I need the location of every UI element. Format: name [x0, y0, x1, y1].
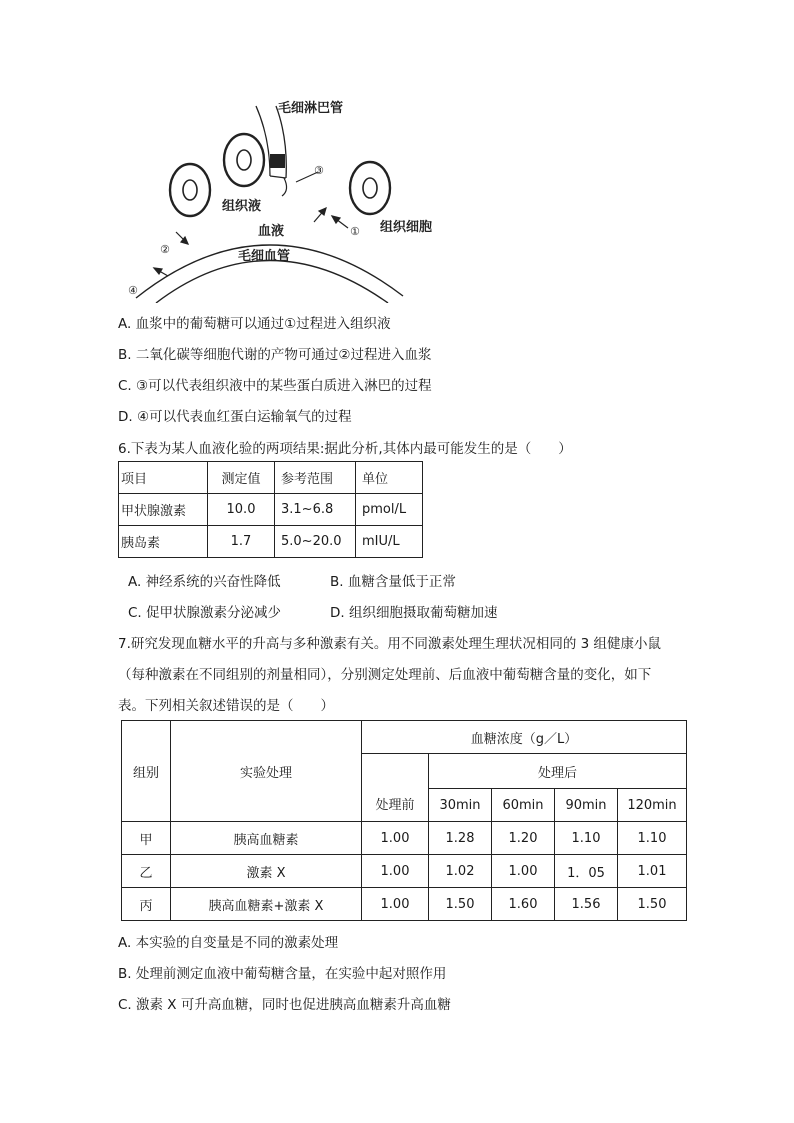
cell-group: 甲: [122, 822, 171, 855]
marker-2: ②: [160, 243, 170, 256]
table-row: [122, 822, 687, 855]
cell-reference: 3.1~6.8: [275, 494, 356, 526]
marker-3: ③: [314, 164, 324, 177]
q7-table: [121, 720, 687, 921]
cell-value: 1.00: [362, 855, 429, 888]
header-90min: 90min: [555, 789, 618, 822]
header-group: 组别: [122, 721, 171, 822]
header-60min: 60min: [492, 789, 555, 822]
cell-value: 1.10: [555, 822, 618, 855]
q7-option-c: C. 激素 X 可升高血糖，同时也促进胰高血糖素升高血糖: [118, 997, 451, 1013]
marker-4: ④: [128, 284, 138, 297]
q7-option-b: B. 处理前测定血液中葡萄糖含量，在实验中起对照作用: [118, 966, 447, 982]
q5-option-c: C. ③可以代表组织液中的某些蛋白质进入淋巴的过程: [118, 378, 432, 394]
label-lymph-capillary: 毛细淋巴管: [278, 101, 344, 116]
cell-value: 1.56: [555, 888, 618, 921]
header-treatment: 实验处理: [171, 721, 362, 822]
cell-treatment: 激素 X: [171, 855, 362, 888]
label-plasma: 血液: [258, 224, 285, 239]
q7-option-a: A. 本实验的自变量是不同的激素处理: [118, 935, 339, 951]
table-row: [122, 888, 687, 921]
header-before: 处理前: [362, 754, 429, 822]
table-row: [119, 494, 423, 526]
q6-option-b: B. 血糖含量低于正常: [330, 574, 456, 590]
header-after: 处理后: [429, 754, 687, 789]
header-30min: 30min: [429, 789, 492, 822]
q6-table: [118, 461, 423, 558]
header-item: 项目: [119, 462, 208, 494]
cell-middle: [224, 134, 264, 186]
q5-option-b: B. 二氧化碳等细胞代谢的产物可通过②过程进入血浆: [118, 347, 432, 363]
cell-value: 1.50: [429, 888, 492, 921]
header-blood-glucose: 血糖浓度（g／L）: [362, 721, 687, 754]
label-blood-capillary: 毛细血管: [238, 249, 291, 264]
q7-stem-line3: 表。下列相关叙述错误的是（ ）: [118, 698, 334, 714]
q5-option-a: A. 血浆中的葡萄糖可以通过①过程进入组织液: [118, 316, 391, 332]
cell-measured: 10.0: [208, 494, 275, 526]
marker-1: ①: [350, 225, 360, 238]
cell-reference: 5.0~20.0: [275, 526, 356, 558]
table-row: [119, 526, 423, 558]
cell-measured: 1.7: [208, 526, 275, 558]
capillary-inner-wall: [156, 261, 388, 304]
tissue-fluid-diagram: [118, 98, 458, 303]
cell-value: 1.50: [618, 888, 687, 921]
cell-value: 1．05: [555, 855, 618, 888]
q6-option-c: C. 促甲状腺激素分泌减少: [128, 605, 282, 621]
cell-treatment: 胰高血糖素: [171, 822, 362, 855]
cell-value: 1.01: [618, 855, 687, 888]
cell-value: 1.20: [492, 822, 555, 855]
header-unit: 单位: [356, 462, 423, 494]
q7-stem-line2: （每种激素在不同组别的剂量相同），分别测定处理前、后血液中葡萄糖含量的变化，如下: [118, 667, 652, 683]
cell-item: 甲状腺激素: [119, 494, 208, 526]
cell-group: 丙: [122, 888, 171, 921]
lymph-capillary-tube: [256, 106, 318, 196]
cell-value: 1.00: [492, 855, 555, 888]
cell-value: 1.10: [618, 822, 687, 855]
q6-option-d: D. 组织细胞摄取葡萄糖加速: [330, 605, 498, 621]
table-header-row: [119, 462, 423, 494]
header-120min: 120min: [618, 789, 687, 822]
cell-treatment: 胰高血糖素+激素 X: [171, 888, 362, 921]
cell-value: 1.02: [429, 855, 492, 888]
cell-value: 1.00: [362, 822, 429, 855]
cell-unit: mIU/L: [356, 526, 423, 558]
cell-unit: pmol/L: [356, 494, 423, 526]
cell-group: 乙: [122, 855, 171, 888]
diagram-arrows: [154, 208, 348, 276]
cell-value: 1.60: [492, 888, 555, 921]
cell-left: [170, 164, 210, 216]
label-tissue-cell: 组织细胞: [380, 220, 433, 235]
cell-value: 1.00: [362, 888, 429, 921]
table-row: [122, 855, 687, 888]
cell-item: 胰岛素: [119, 526, 208, 558]
header-reference: 参考范围: [275, 462, 356, 494]
cell-value: 1.28: [429, 822, 492, 855]
header-measured: 测定值: [208, 462, 275, 494]
diagram-svg: [118, 98, 458, 303]
q5-option-d: D. ④可以代表血红蛋白运输氧气的过程: [118, 409, 352, 425]
q6-stem: 6.下表为某人血液化验的两项结果:据此分析,其体内最可能发生的是（ ）: [118, 441, 572, 457]
cell-right: [350, 162, 390, 214]
q6-option-a: A. 神经系统的兴奋性降低: [128, 574, 281, 590]
label-tissue-fluid: 组织液: [222, 199, 262, 214]
q7-stem-line1: 7.研究发现血糖水平的升高与多种激素有关。用不同激素处理生理状况相同的 3 组健康小鼠: [118, 636, 662, 652]
